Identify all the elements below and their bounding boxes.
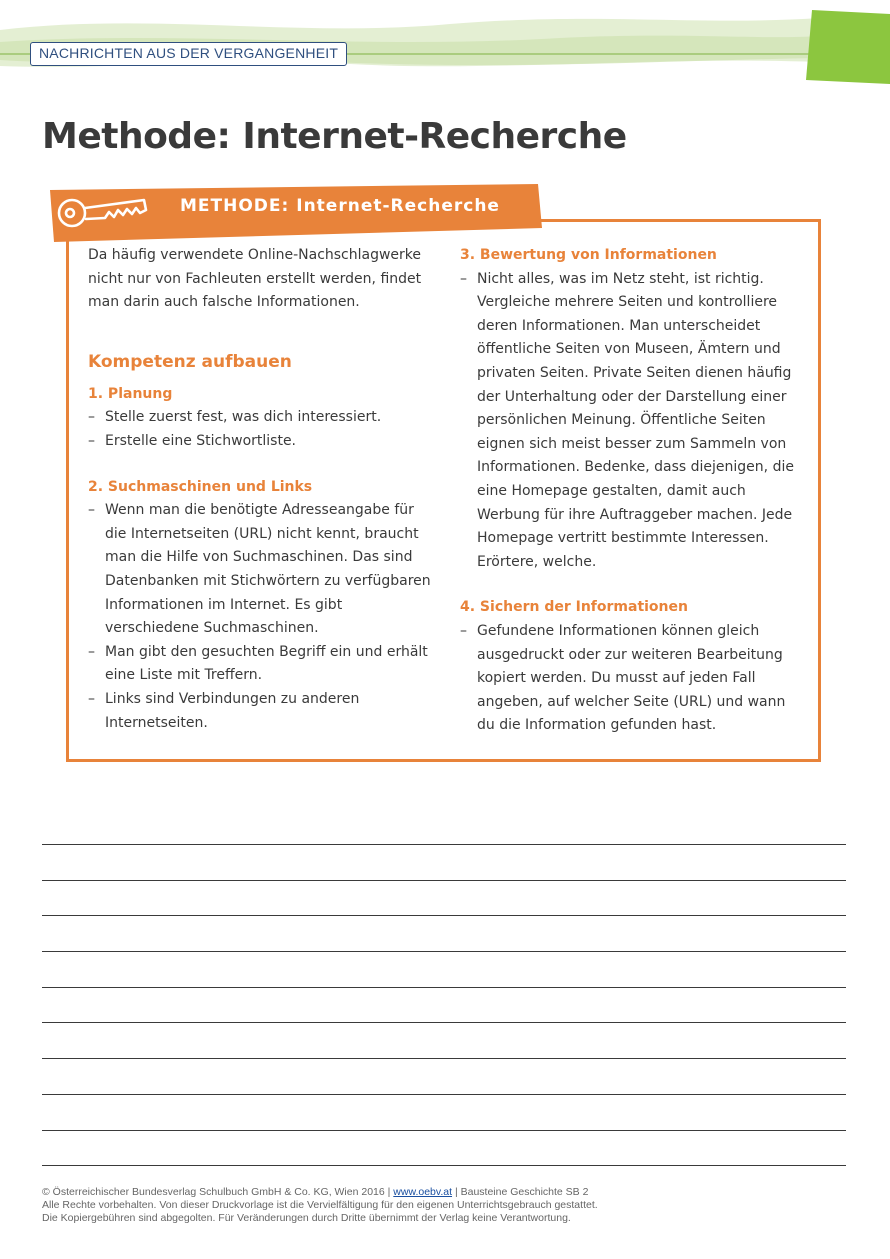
list-item: – Stelle zuerst fest, was dich interessiert. (88, 406, 433, 430)
writing-line (42, 845, 846, 881)
writing-line (42, 916, 846, 952)
list-item: – Gefundene Informationen können gleich ausgedruckt oder zur weiteren Bearbeitung kopiert werden. Du musst auf jeden Fall angeben, auf welcher Seite (URL) und wann du die Information gefunden hast. (460, 620, 805, 738)
page-title: Methode: Internet-Recherche (42, 116, 627, 157)
bullet-list (88, 499, 433, 735)
bullet-list (460, 268, 805, 575)
writing-lines (42, 844, 846, 1166)
list-item: – Man gibt den gesuchten Begriff ein und erhält eine Liste mit Treffern. (88, 641, 433, 688)
writing-line (42, 881, 846, 917)
footer-book-title: | Bausteine Geschichte SB 2 (452, 1186, 589, 1198)
list-item: – Erstelle eine Stichwortliste. (88, 430, 433, 454)
writing-line (42, 1131, 846, 1167)
publisher-link[interactable]: www.oebv.at (393, 1186, 453, 1198)
section-heading: 2. Suchmaschinen und Links (88, 478, 313, 495)
method-banner-title: METHODE: Internet-Recherche (180, 196, 500, 216)
list-item: – Nicht alles, was im Netz steht, ist richtig. Vergleiche mehrere Seiten und kontrolliere deren Informationen. Man unterscheidet öffentliche Seiten von Museen, Ämtern und privaten Seiten. Private Seiten dienen häufig der Unterhaltung oder der Darstellung einer persönlichen Meinung. Öffentliche Seiten eignen sich meist besser zum Sammeln von Informationen. Bedenke, dass diejenigen, die eine Homepage gestalten, damit auch Werbung für ihre Auftraggeber machen. Jede Homepage vertritt bestimmte Interessen. Erörtere, welche. (460, 268, 805, 575)
footer-line-3: Die Kopiergebühren sind abgegolten. Für Veränderungen durch Dritte übernimmt der Verlag keine Verantwortung. (42, 1212, 571, 1224)
writing-line (42, 988, 846, 1024)
footer-line-2: Alle Rechte vorbehalten. Von dieser Druckvorlage ist die Vervielfältigung für den eigenen Unterrichtsgebrauch gestattet. (42, 1199, 598, 1211)
section-search-engines (88, 476, 433, 736)
footer (42, 1186, 862, 1225)
method-left-column (88, 244, 433, 735)
section-planning (88, 383, 433, 454)
bullet-list (460, 620, 805, 738)
section-heading: 4. Sichern der Informationen (460, 599, 688, 616)
series-label: NACHRICHTEN AUS DER VERGANGENHEIT (30, 42, 347, 66)
section-heading: 1. Planung (88, 385, 173, 402)
bullet-list (88, 406, 433, 453)
section-saving (460, 596, 805, 738)
writing-line (42, 952, 846, 988)
competence-heading: Kompetenz aufbauen (88, 351, 292, 372)
section-heading: 3. Bewertung von Informationen (460, 247, 717, 263)
list-item: – Wenn man die benötigte Adresseangabe für die Internetseiten (URL) nicht kennt, braucht man die Hilfe von Suchmaschinen. Das sind Datenbanken mit Stichwörtern zu verfügbaren Informationen im Internet. Es gibt verschiedene Suchmaschinen. (88, 499, 433, 641)
list-item: – Links sind Verbindungen zu anderen Internetseiten. (88, 688, 433, 735)
footer-copyright: © Österreichischer Bundesverlag Schulbuch GmbH & Co. KG, Wien 2016 | (42, 1186, 394, 1198)
writing-line (42, 1059, 846, 1095)
writing-line (42, 1023, 846, 1059)
footer-line-1 (42, 1186, 862, 1199)
writing-line (42, 1095, 846, 1131)
method-right-column (460, 244, 805, 738)
intro-text: Da häufig verwendete Online-Nachschlagwerke nicht nur von Fachleuten erstellt werden, findet man darin auch falsche Informationen. (88, 247, 422, 311)
section-evaluation (460, 244, 805, 574)
